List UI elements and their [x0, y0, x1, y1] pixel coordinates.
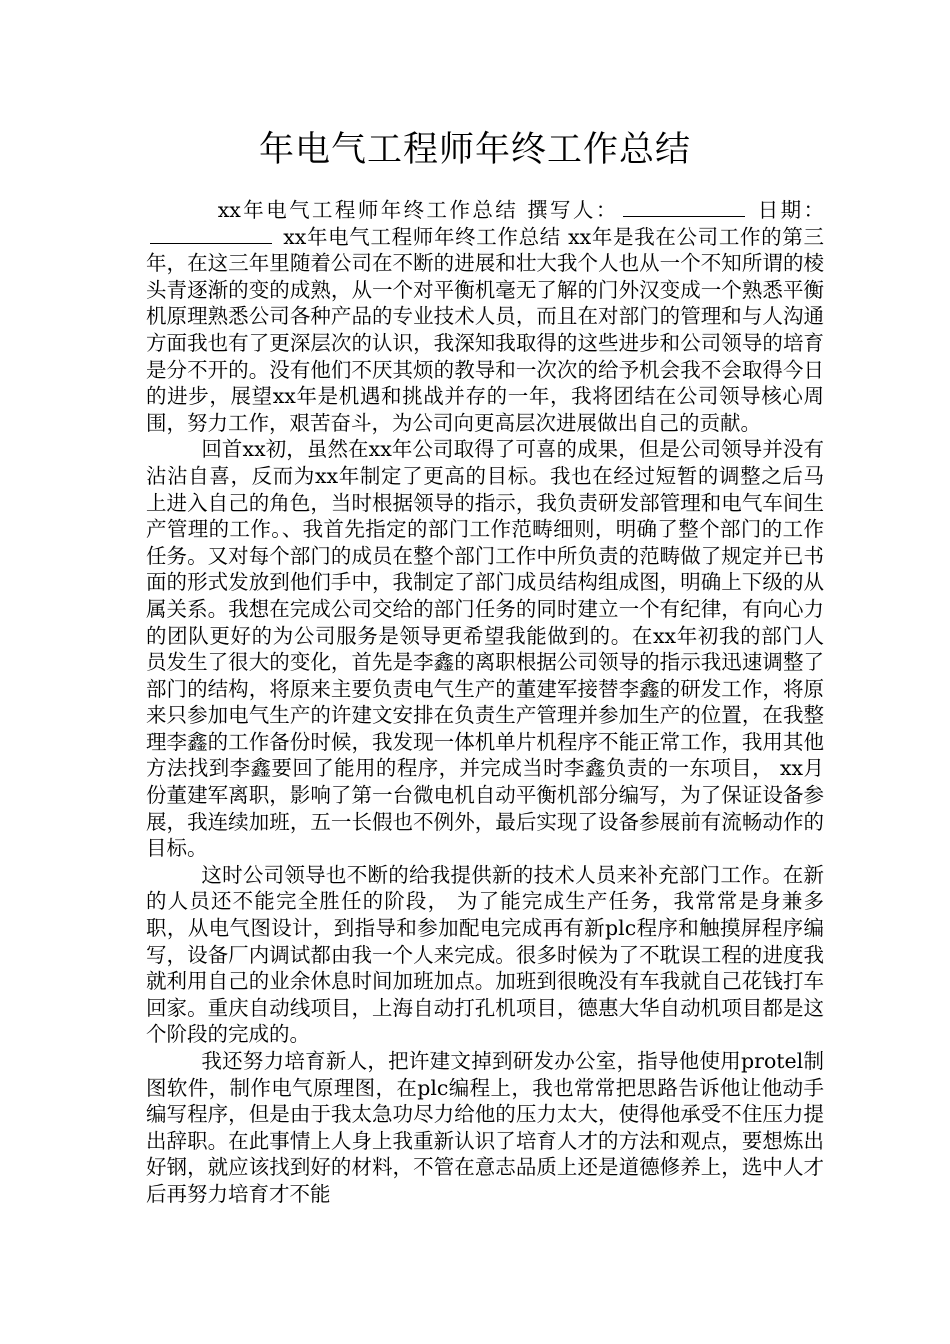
- paragraph-2: 这时公司领导也不断的给我提供新的技术人员来补充部门工作。在新的人员还不能完全胜任的阶段， 为了能完成生产任务，我常常是身兼多职，从电气图设计，到指导和参加配电完成再有新plc程序和触摸屏程序编写，设备厂内调试都由我一个人来完成。很多时候为了不耽误工程的进度我就利用自己的业余休息时间加班加点。加班到很晚没有车我就自己花钱打车回家。重庆自动线项目，上海自动打孔机项目，德惠大华自动机项目都是这个阶段的完成的。: [146, 862, 824, 1047]
- document-body: [146, 197, 824, 1208]
- author-blank-line: [623, 198, 745, 217]
- date-label: 日期：: [757, 198, 825, 222]
- date-blank-line: [150, 225, 272, 244]
- intro-text: xx年电气工程师年终工作总结 撰写人：: [217, 198, 619, 222]
- document-title: 年电气工程师年终工作总结: [258, 130, 691, 170]
- intro-paragraph: [146, 197, 824, 436]
- paragraph-1: 回首xx初，虽然在xx年公司取得了可喜的成果，但是公司领导并没有沾沾自喜，反而为xx年制定了更高的目标。我也在经过短暂的调整之后马上进入自己的角色，当时根据领导的指示，我负责研发部管理和电气车间生产管理的工作。、我首先指定的部门工作范畴细则，明确了整个部门的工作任务。又对每个部门的成员在整个部门工作中所负责的范畴做了规定并已书面的形式发放到他们手中，我制定了部门成员结构组成图，明确上下级的从属关系。我想在完成公司交给的部门任务的同时建立一个有纪律，有向心力的团队更好的为公司服务是领导更希望我能做到的。在xx年初我的部门人员发生了很大的变化，首先是李鑫的离职根据公司领导的指示我迅速调整了部门的结构，将原来主要负责电气生产的董建军接替李鑫的研发工作，将原来只参加电气生产的许建文安排在负责生产管理并参加生产的位置，在我整理李鑫的工作备份时候，我发现一体机单片机程序不能正常工作，我用其他方法找到李鑫要回了能用的程序，并完成当时李鑫负责的一东项目， xx月份董建军离职，影响了第一台微电机自动平衡机部分编写，为了保证设备参展，我连续加班，五一长假也不例外，最后实现了设备参展前有流畅动作的目标。: [146, 437, 824, 861]
- intro-body-text: xx年电气工程师年终工作总结 xx年是我在公司工作的第三年，在这三年里随着公司在不断的进展和壮大我个人也从一个不知所谓的棱头青逐渐的变的成熟，从一个对平衡机毫无了解的门外汉变成一个熟悉平衡机原理熟悉公司各种产品的专业技术人员，而且在对部门的管理和与人沟通方面我也有了更深层次的认识，我深知我取得的这些进步和公司领导的培育是分不开的。没有他们不厌其烦的教导和一次次的给予机会我不会取得今日的进步，展望xx年是机遇和挑战并存的一年，我将团结在公司领导核心周围，努力工作，艰苦奋斗，为公司向更高层次进展做出自己的贡献。: [146, 224, 824, 435]
- paragraph-3: 我还努力培育新人，把许建文掉到研发办公室，指导他使用protel制图软件，制作电气原理图，在plc编程上，我也常常把思路告诉他让他动手编写程序，但是由于我太急功尽力给他的压力太大，使得他承受不住压力提出辞职。在此事情上人身上我重新认识了培育人才的方法和观点，要想炼出好钢，就应该找到好的材料，不管在意志品质上还是道德修养上，选中人才后再努力培育才不能: [146, 1049, 824, 1206]
